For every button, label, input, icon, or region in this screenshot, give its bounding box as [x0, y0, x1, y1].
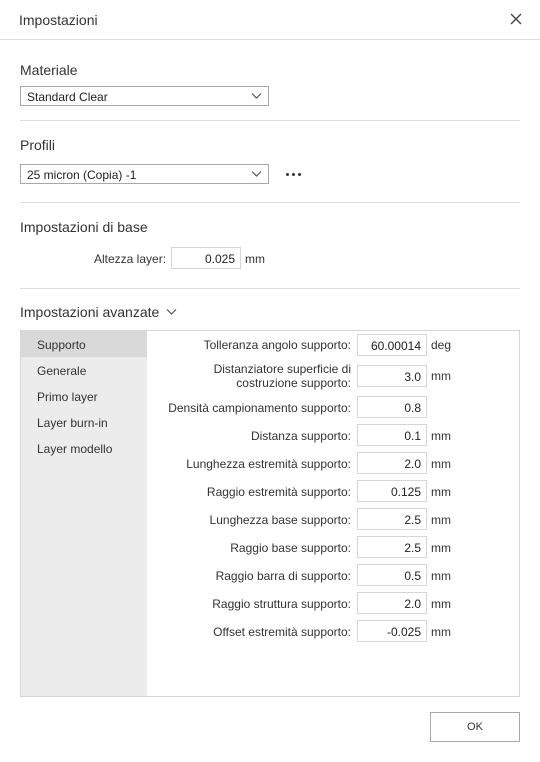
- nav-item-label: Layer burn-in: [37, 416, 108, 430]
- nav-item-layer-modello[interactable]: [21, 435, 147, 461]
- support-bar-radius-label: Raggio barra di supporto:: [215, 569, 351, 583]
- ok-button[interactable]: OK: [430, 712, 520, 742]
- support-tip-offset-input[interactable]: -0.025: [357, 620, 427, 642]
- support-structure-radius-unit: mm: [431, 597, 451, 611]
- nav-item-label: Generale: [37, 364, 87, 378]
- nav-item-layer-burn-in[interactable]: [21, 409, 147, 435]
- support-angle-tolerance-input[interactable]: 60.00014: [357, 334, 427, 356]
- nav-item-label: Primo layer: [37, 390, 98, 404]
- support-angle-tolerance-unit: deg: [431, 338, 452, 352]
- support-distance-label: Distanza supporto:: [250, 429, 351, 443]
- nav-item-label: Layer modello: [37, 442, 113, 456]
- layer-height-unit: mm: [245, 252, 265, 266]
- support-build-surface-spacer-label: [214, 362, 351, 390]
- chevron-down-icon: [251, 92, 262, 100]
- support-base-length-input[interactable]: 2.5: [357, 508, 427, 530]
- support-structure-radius-input[interactable]: 2.0: [357, 592, 427, 614]
- support-tip-radius-unit: mm: [431, 485, 451, 499]
- material-label: Materiale: [20, 62, 78, 78]
- divider: [20, 288, 520, 289]
- layer-height-input[interactable]: 0.025: [171, 247, 241, 269]
- advanced-settings-label: Impostazioni avanzate: [20, 304, 160, 320]
- support-tip-radius-input[interactable]: 0.125: [357, 480, 427, 502]
- nav-item-generale[interactable]: [21, 357, 147, 383]
- advanced-nav: [21, 331, 147, 696]
- support-structure-radius-label: Raggio struttura supporto:: [212, 597, 351, 611]
- support-base-radius-unit: mm: [431, 541, 451, 555]
- support-tip-offset-unit: mm: [431, 625, 451, 639]
- nav-item-supporto[interactable]: [21, 331, 147, 357]
- material-select-value: Standard Clear: [27, 90, 108, 104]
- divider: [20, 202, 520, 203]
- support-tip-length-input[interactable]: 2.0: [357, 452, 427, 474]
- dialog-title: Impostazioni: [19, 12, 98, 28]
- divider: [20, 120, 520, 121]
- nav-item-label: Supporto: [37, 338, 86, 352]
- support-base-length-unit: mm: [431, 513, 451, 527]
- support-tip-length-unit: mm: [431, 457, 451, 471]
- more-options-icon[interactable]: [284, 166, 304, 182]
- nav-item-primo-layer[interactable]: [21, 383, 147, 409]
- basic-settings-label: Impostazioni di base: [20, 219, 148, 235]
- profiles-label: Profili: [20, 137, 56, 153]
- label-line: costruzione supporto:: [236, 376, 351, 390]
- close-icon[interactable]: [508, 11, 524, 27]
- material-select[interactable]: [20, 86, 269, 106]
- support-angle-tolerance-label: Tolleranza angolo supporto:: [203, 338, 351, 352]
- support-bar-radius-unit: mm: [431, 569, 451, 583]
- chevron-down-icon: [251, 170, 262, 178]
- dialog-titlebar: [0, 0, 540, 40]
- support-bar-radius-input[interactable]: 0.5: [357, 564, 427, 586]
- support-base-radius-label: Raggio base supporto:: [230, 541, 351, 555]
- layer-height-label: Altezza layer:: [94, 252, 167, 266]
- chevron-down-icon: [166, 308, 177, 316]
- support-tip-radius-label: Raggio estremità supporto:: [206, 485, 351, 499]
- support-sampling-density-input[interactable]: 0.8: [357, 396, 427, 418]
- profile-select-value: 25 micron (Copia) -1: [27, 168, 137, 182]
- support-base-radius-input[interactable]: 2.5: [357, 536, 427, 558]
- label-line: Distanziatore superficie di: [213, 362, 351, 376]
- support-sampling-density-label: Densità campionamento supporto:: [168, 401, 351, 415]
- support-distance-input[interactable]: 0.1: [357, 424, 427, 446]
- advanced-settings-panel: [20, 330, 520, 697]
- support-build-surface-spacer-input[interactable]: 3.0: [357, 365, 427, 387]
- profile-select[interactable]: [20, 164, 269, 184]
- support-base-length-label: Lunghezza base supporto:: [209, 513, 351, 527]
- support-tip-offset-label: Offset estremità supporto:: [213, 625, 351, 639]
- support-tip-length-label: Lunghezza estremità supporto:: [186, 457, 351, 471]
- advanced-settings-toggle[interactable]: [20, 304, 159, 322]
- support-build-surface-spacer-unit: mm: [431, 369, 451, 383]
- support-distance-unit: mm: [431, 429, 451, 443]
